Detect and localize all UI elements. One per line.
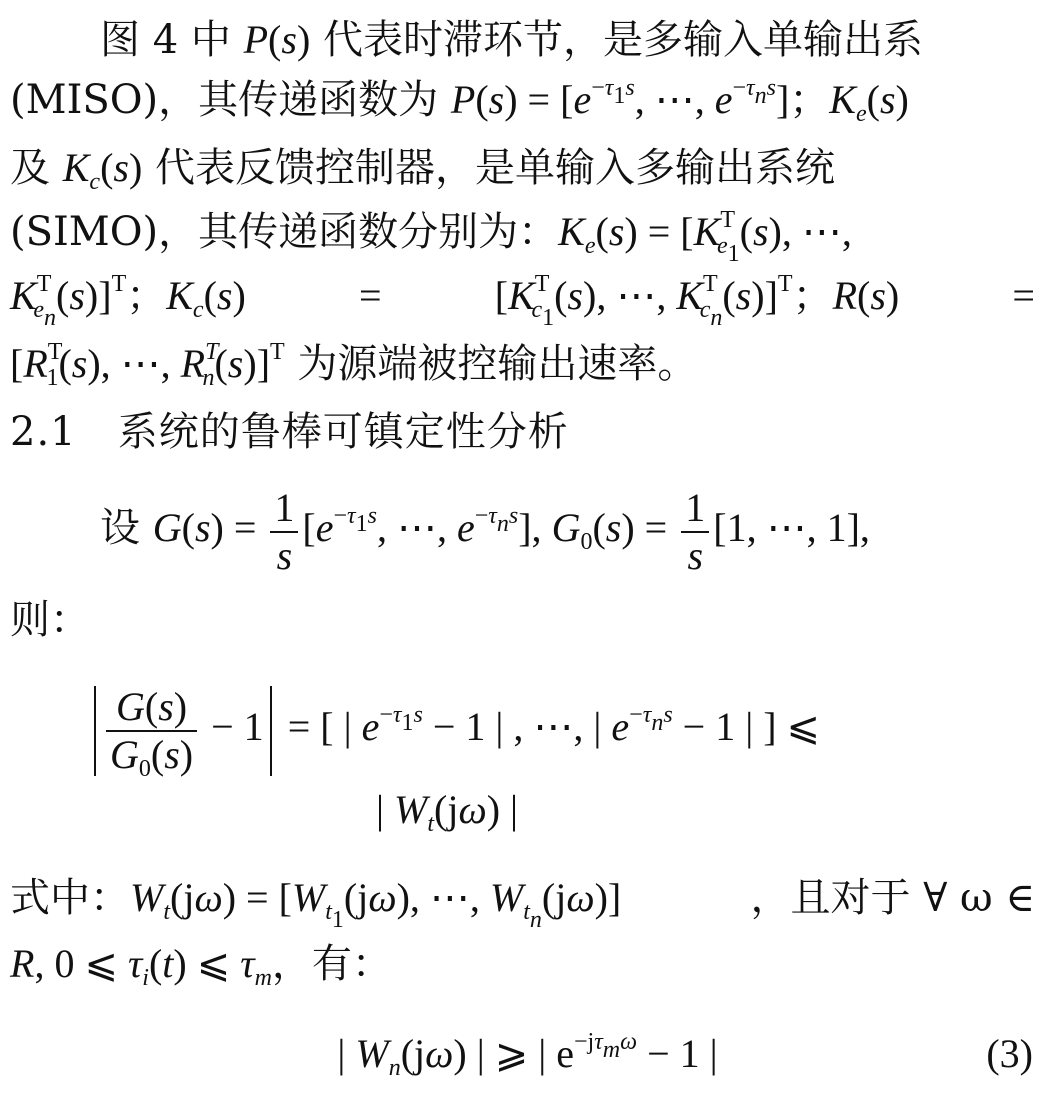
inequality-rhs: | $W_t(j\omega)$ | bbox=[376, 787, 519, 837]
math-G-def: G(s) = $\frac{1}{s}$ [$e^{-\tau_1s}$, ⋯, $e^{-\tau_ns}$], $G_0(s)$ = $\frac{1}{s}$ [1, ⋯, 1], bbox=[152, 484, 870, 578]
condition-line: R, 0 ⩽ $\tau_i(t)$ ⩽ $\tau_m$，有： bbox=[10, 941, 392, 991]
math-Ke-end: $K^T_{e_n}(s)]^T$；$K_c(s)$ bbox=[10, 271, 246, 331]
then-line: 则： bbox=[10, 597, 90, 643]
math-Ke-def: $K_e(s) = [K^T_{e_1}(s)$, ⋯, bbox=[558, 207, 852, 267]
paragraph-line-5: $K^T_{e_n}(s)]^T$；$K_c(s)$ = [$K^T_{c_1}(s)$, ⋯, $K^T_{c_n}(s)]^T$；R(s) = bbox=[10, 268, 1035, 324]
paragraph-line-4: (SIMO)，其传递函数分别为：$K_e(s) = [K^T_{e_1}(s)$, ⋯, bbox=[10, 207, 852, 267]
paragraph-line-3: 及 $K_c(s)$ 代表反馈控制器，是单输入多输出系统 bbox=[10, 145, 836, 195]
equation-number: (3) bbox=[986, 1031, 1033, 1076]
inequality-equation: $\frac{G(s)}{G_0(s)}$ − 1 = [ | $e^{-\tau_1s} - 1$ | , ⋯, | $e^{-\tau_ns} - 1$ | ] ⩽ bbox=[88, 672, 1035, 782]
math-P-transfer: $P(s) = [e^{-\tau_1s}$, ⋯, $e^{-\tau_ns}$]；$K_e(s)$ bbox=[450, 75, 909, 127]
math-R-def: [$R^T_1(s)$, ⋯, $R^T_n(s)]^T$ bbox=[10, 339, 285, 391]
math-Kc-s: $K_c(s)$ bbox=[62, 145, 143, 195]
paragraph-line-2: (MISO)，其传递函数为 $P(s) = [e^{-\tau_1s}$, ⋯, $e^{-\tau_ns}$]；$K_e(s)$ bbox=[10, 75, 909, 127]
where-line: 式中：$W_t(j\omega) = [W_{t_1}(j\omega)$, ⋯, $W_{t_n}(j\omega)$] ，且对于 ∀ ω ∈ bbox=[10, 875, 1035, 933]
definition-line: 设 G(s) = $\frac{1}{s}$ [$e^{-\tau_1s}$, ⋯, $e^{-\tau_ns}$], $G_0(s)$ = $\frac{1}{s}$ [1, ⋯, 1], bbox=[100, 484, 870, 578]
math-P-s: P(s) bbox=[243, 17, 311, 62]
equation-3: | $W_n(j\omega)$ | ⩾ | $e^{-j\tau_m\omega} - 1$ | (3) bbox=[0, 1026, 1055, 1082]
paragraph-line-6: [$R^T_1(s)$, ⋯, $R^T_n(s)]^T$ 为源端被控输出速率。 bbox=[10, 339, 698, 391]
math-condition: R, 0 ⩽ $\tau_i(t)$ ⩽ $\tau_m$ bbox=[10, 941, 272, 991]
section-heading: 2.1 系统的鲁棒可镇定性分析 bbox=[10, 409, 569, 455]
paragraph-line-1: 图 4 中 P(s) 代表时滞环节，是多输入单输出系 bbox=[100, 17, 923, 63]
math-Kc-def: [$K^T_{c_1}(s)$, ⋯, $K^T_{c_n}(s)]^T$；R(s) bbox=[494, 271, 900, 331]
math-Wt-def: $W_t(j\omega) = [W_{t_1}(j\omega)$, ⋯, $W_{t_n}(j\omega)$] bbox=[130, 875, 622, 933]
